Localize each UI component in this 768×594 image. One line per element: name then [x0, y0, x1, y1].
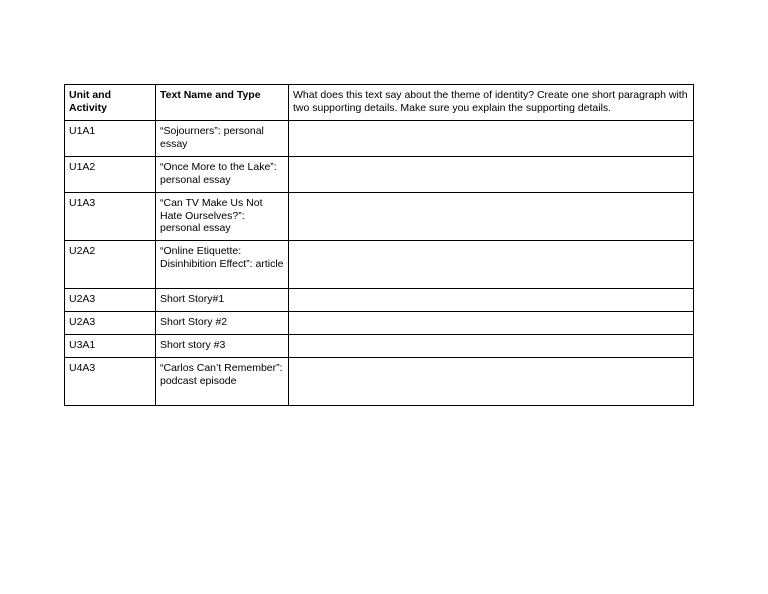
- response-cell[interactable]: [289, 241, 694, 289]
- table-header-row: [65, 85, 694, 121]
- text-cell: “Online Etiquette: Disinhibition Effect”: article: [156, 241, 289, 289]
- table-row: [65, 358, 694, 406]
- table-row: [65, 335, 694, 358]
- text-cell: “Can TV Make Us Not Hate Ourselves?”: personal essay: [156, 193, 289, 241]
- text-cell: “Carlos Can’t Remember”: podcast episode: [156, 358, 289, 406]
- header-text-name-type: Text Name and Type: [156, 85, 289, 121]
- response-cell[interactable]: [289, 121, 694, 157]
- text-cell: Short Story #2: [156, 312, 289, 335]
- response-cell[interactable]: [289, 358, 694, 406]
- unit-cell: U1A1: [65, 121, 156, 157]
- table-row: [65, 312, 694, 335]
- text-cell: “Sojourners”: personal essay: [156, 121, 289, 157]
- table-row: [65, 121, 694, 157]
- table-row: [65, 289, 694, 312]
- text-cell: Short Story#1: [156, 289, 289, 312]
- response-cell[interactable]: [289, 335, 694, 358]
- unit-cell: U2A3: [65, 289, 156, 312]
- response-cell[interactable]: [289, 312, 694, 335]
- text-cell: “Once More to the Lake”: personal essay: [156, 157, 289, 193]
- identity-theme-table: [64, 84, 694, 406]
- response-cell[interactable]: [289, 193, 694, 241]
- unit-cell: U4A3: [65, 358, 156, 406]
- response-cell[interactable]: [289, 289, 694, 312]
- unit-cell: U2A3: [65, 312, 156, 335]
- text-cell: Short story #3: [156, 335, 289, 358]
- table-row: [65, 241, 694, 289]
- unit-cell: U2A2: [65, 241, 156, 289]
- response-cell[interactable]: [289, 157, 694, 193]
- header-unit-activity: Unit and Activity: [65, 85, 156, 121]
- unit-cell: U1A2: [65, 157, 156, 193]
- unit-cell: U1A3: [65, 193, 156, 241]
- table-row: [65, 193, 694, 241]
- header-identity-prompt: What does this text say about the theme of identity? Create one short paragraph with two supporting details. Make sure you explain the supporting details.: [289, 85, 694, 121]
- unit-cell: U3A1: [65, 335, 156, 358]
- table-row: [65, 157, 694, 193]
